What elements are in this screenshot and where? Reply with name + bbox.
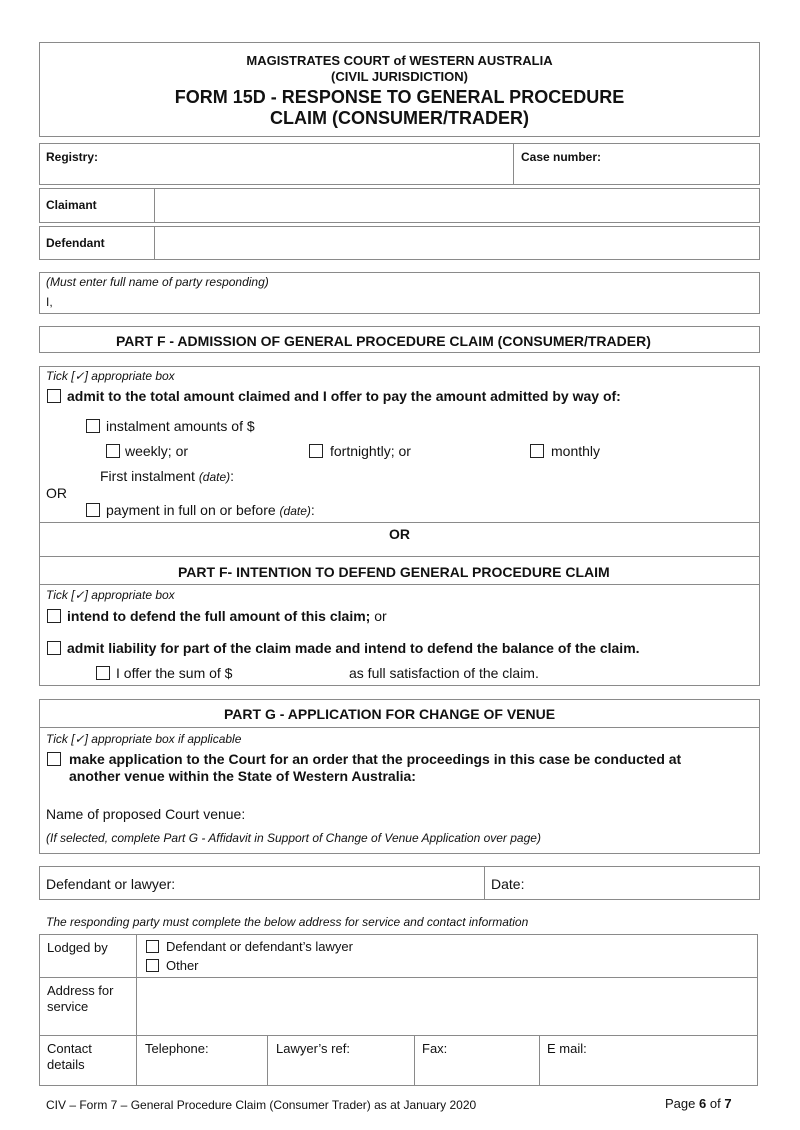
form-title-line1: FORM 15D - RESPONSE TO GENERAL PROCEDURE [174,87,625,107]
weekly-checkbox[interactable] [106,444,120,458]
defend-full-label: intend to defend the full amount of this claim; [67,608,371,624]
payment-full-colon: : [310,502,315,518]
signature-divider [484,866,485,900]
page-current: 6 [699,1096,707,1111]
application-line2: another venue within the State of Western Australia: [69,768,416,784]
defend-or-word: or [374,608,387,624]
defend-full-line [67,608,387,624]
venue-label: Name of proposed Court venue: [46,806,246,822]
responding-prefix: I, [46,295,53,309]
service-row2-divider [39,1035,758,1036]
fortnightly-checkbox[interactable] [309,444,323,458]
lodged-by-label: Lodged by [47,940,108,955]
first-instalment-colon: : [230,468,235,484]
monthly-label: monthly [551,443,601,459]
instalment-checkbox[interactable] [86,419,100,433]
payment-full-label: payment in full on or before [106,502,276,518]
contact-divider-2 [414,1035,415,1086]
registry-divider [513,143,514,185]
fax-label: Fax: [422,1041,448,1056]
claimant-field[interactable] [156,190,758,221]
page-number [665,1096,732,1111]
lodged-other-label: Other [166,958,199,973]
or-center-label: OR [389,526,410,542]
or-left-label: OR [46,485,67,501]
contact-label-2: details [47,1057,85,1072]
full-satisfaction-label: as full satisfaction of the claim. [349,665,539,681]
registry-field[interactable] [110,145,510,183]
footer-form-ref: CIV – Form 7 – General Procedure Claim (Consumer Trader) as at January 2020 [46,1098,477,1112]
monthly-checkbox[interactable] [530,444,544,458]
address-label-1: Address for [47,983,114,998]
lodged-other-checkbox[interactable] [146,959,159,972]
defendant-label: Defendant [46,236,105,250]
first-instalment-date-hint: (date) [198,470,231,484]
page-of: of [709,1096,721,1111]
responding-note: (Must enter full name of party responding) [46,275,269,289]
part-f-defend-title: PART F- INTENTION TO DEFEND GENERAL PROCEDURE CLAIM [178,564,610,580]
admit-total-label: admit to the total amount claimed and I offer to pay the amount admitted by way of: [67,388,621,404]
service-label-divider [136,934,137,1086]
admit-total-checkbox[interactable] [47,389,61,403]
address-field[interactable] [138,979,756,1033]
venue-note: (If selected, complete Part G - Affidavit in Support of Change of Venue Application over page) [46,831,541,845]
admit-part-label: admit liability for part of the claim made and intend to defend the balance of the claim. [67,640,640,656]
form-title-line2: CLAIM (CONSUMER/TRADER) [270,108,529,128]
case-number-field[interactable] [612,145,757,183]
claimant-label: Claimant [46,198,97,212]
venue-field[interactable] [262,804,752,824]
change-venue-checkbox[interactable] [47,752,61,766]
part-g-tick-note: Tick [✓] appropriate box if applicable [46,732,242,746]
or-divider-top [39,522,760,523]
first-instalment-line [100,468,234,484]
offer-sum-label: I offer the sum of $ [116,665,233,681]
lodged-defendant-label: Defendant or defendant’s lawyer [166,939,353,954]
part-g-title: PART G - APPLICATION FOR CHANGE OF VENUE [224,706,556,722]
defendant-field[interactable] [156,228,758,258]
claimant-divider [154,188,155,223]
first-instalment-label: First instalment [100,468,195,484]
contact-label-1: Contact [47,1041,92,1056]
registry-label: Registry: [46,150,99,164]
email-label: E mail: [547,1041,587,1056]
part-f-defend-divider [39,584,760,585]
weekly-label: weekly; or [125,443,189,459]
contact-divider-1 [267,1035,268,1086]
page-word: Page [665,1096,696,1111]
application-line1: make application to the Court for an order that the proceedings in this case be conducted at [69,751,682,767]
payment-full-date-hint: (date) [279,504,311,518]
fortnightly-label: fortnightly; or [330,443,411,459]
contact-divider-3 [539,1035,540,1086]
part-f-admission-title: PART F - ADMISSION OF GENERAL PROCEDURE CLAIM (CONSUMER/TRADER) [116,333,651,349]
defendant-signature-field[interactable] [190,868,480,898]
lawyers-ref-label: Lawyer’s ref: [276,1041,350,1056]
date-label: Date: [491,876,525,892]
jurisdiction: (CIVIL JURISDICTION) [331,69,468,84]
page-total: 7 [724,1096,732,1111]
defendant-lawyer-label: Defendant or lawyer: [46,876,176,892]
telephone-label: Telephone: [145,1041,209,1056]
address-label-2: service [47,999,89,1014]
defendant-divider [154,226,155,260]
service-note: The responding party must complete the below address for service and contact information [46,915,529,929]
date-field[interactable] [530,868,757,898]
instalment-label: instalment amounts of $ [106,418,255,434]
offer-sum-checkbox[interactable] [96,666,110,680]
court-name: MAGISTRATES COURT of WESTERN AUSTRALIA [246,53,553,68]
admission-tick-note: Tick [✓] appropriate box [46,369,175,383]
responding-name-field[interactable] [58,292,758,312]
payment-full-line [106,502,315,518]
part-g-divider [39,727,760,728]
defend-full-checkbox[interactable] [47,609,61,623]
or-divider-bottom [39,556,760,557]
service-row1-divider [39,977,758,978]
lodged-defendant-checkbox[interactable] [146,940,159,953]
payment-full-checkbox[interactable] [86,503,100,517]
admit-part-checkbox[interactable] [47,641,61,655]
defend-tick-note: Tick [✓] appropriate box [46,588,175,602]
case-number-label: Case number: [521,150,602,164]
